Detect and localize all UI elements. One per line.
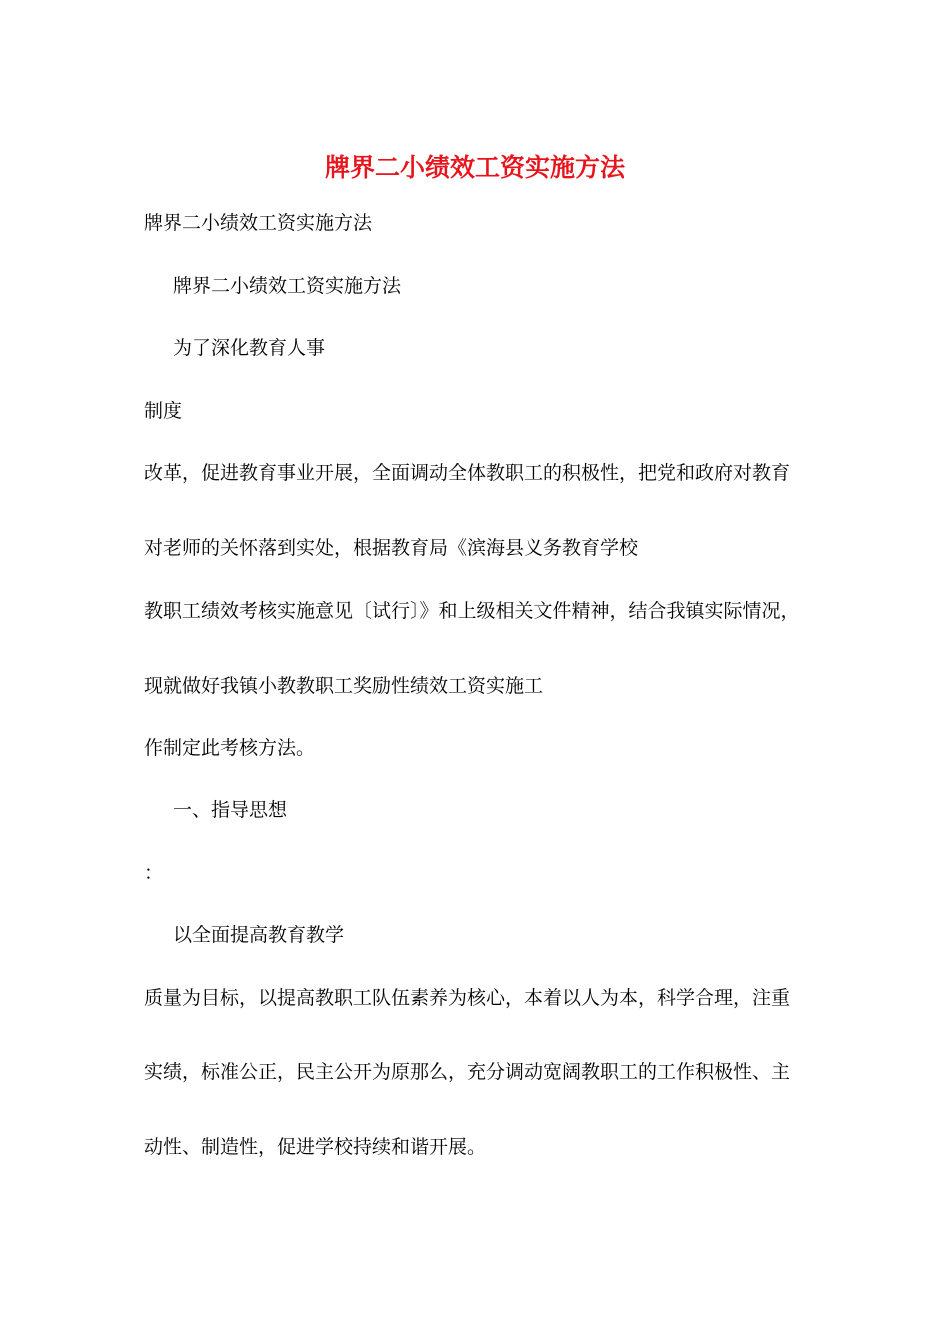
paragraph-line: 质量为目标，以提高教职工队伍素养为核心，本着以人为本，科学合理，注重 [144, 987, 791, 1009]
paragraph-line: 现就做好我镇小教教职工奖励性绩效工资实施工 [144, 675, 544, 697]
paragraph-line: 牌界二小绩效工资实施方法 [173, 275, 402, 297]
paragraph-line: 以全面提高教育教学 [173, 924, 345, 946]
paragraph-line: 教职工绩效考核实施意见〔试行〕》和上级相关文件精神，结合我镇实际情况， [144, 600, 800, 622]
paragraph-line: 改革，促进教育事业开展，全面调动全体教职工的积极性，把党和政府对教育 [144, 462, 791, 484]
paragraph-line: 动性、制造性，促进学校持续和谐开展。 [144, 1136, 487, 1158]
paragraph-line: 制度 [144, 400, 183, 422]
paragraph-line: 牌界二小绩效工资实施方法 [144, 212, 373, 234]
document-title: 牌界二小绩效工资实施方法 [324, 153, 625, 182]
paragraph-line: 实绩，标准公正，民主公开为原那么，充分调动宽阔教职工的工作积极性、主 [144, 1061, 791, 1083]
paragraph-line: 作制定此考核方法。 [144, 737, 316, 759]
paragraph-line: 对老师的关怀落到实处，根据教育局《滨海县义务教育学校 [144, 537, 639, 559]
section-heading: 一、指导思想 [173, 799, 288, 821]
paragraph-line: ： [144, 862, 164, 884]
paragraph-line: 为了深化教育人事 [173, 337, 326, 359]
